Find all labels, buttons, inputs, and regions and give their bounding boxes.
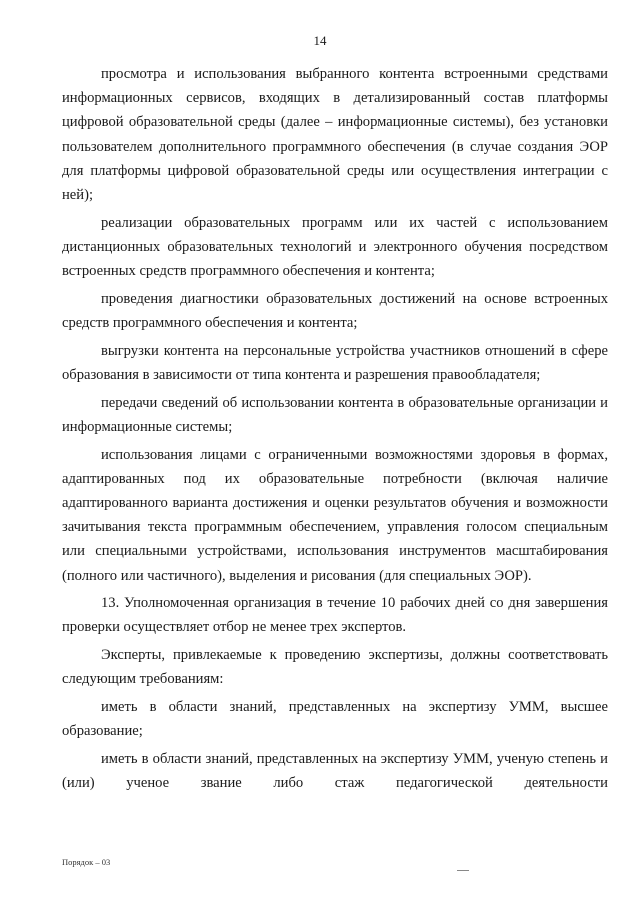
paragraph-accessibility: использования лицами с ограниченными возможностями здоровья в формах, адаптированных под их образовательные потребности (включая наличие адаптированного варианта достижения и оценки результатов обучения и возможности зачитывания текста программным обеспечением, управления голосом специальным или специальными устройствами, использования инструментов масштабирования (полного или частичного), выделения и рисования (для специальных ЭОР). [62, 446, 608, 584]
scan-artifact [457, 870, 469, 871]
paragraph-expert-requirements: Эксперты, привлекаемые к проведению экспертизы, должны соответствовать следующим требованиям: [62, 647, 608, 688]
document-body [62, 62, 608, 799]
paragraph-content-download: выгрузки контента на персональные устройства участников отношений в сфере образования в зависимости от типа контента и разрешения правообладателя; [62, 342, 608, 383]
paragraph-view-content: просмотра и использования выбранного контента встроенными средствами информационных сервисов, входящих в детализированный состав платформы цифровой образовательной среды (далее – информационные системы), без установки пользователем дополнительного программного обеспечения (в случае создания ЭОР для платформы цифровой образовательной среды или осуществления интеграции с ней); [62, 66, 608, 204]
paragraph-usage-reporting: передачи сведений об использовании контента в образовательные организации и информационные системы; [62, 394, 608, 435]
paragraph-diagnostics: проведения диагностики образовательных достижений на основе встроенных средств программного обеспечения и контента; [62, 290, 608, 332]
paragraph-item-13: 13. Уполномоченная организация в течение 10 рабочих дней со дня завершения проверки осуществляет отбор не менее трех экспертов. [62, 595, 608, 636]
document-footer: Порядок – 03 [62, 857, 111, 867]
paragraph-higher-education: иметь в области знаний, представленных на экспертизу УММ, высшее образование; [62, 699, 608, 740]
paragraph-academic-degree: иметь в области знаний, представленных на экспертизу УММ, ученую степень и (или) ученое звание либо стаж педагогической деятельности [62, 750, 608, 792]
page-number: 14 [313, 33, 327, 48]
paragraph-distance-learning: реализации образовательных программ или их частей с использованием дистанционных образовательных технологий и электронного обучения посредством встроенных средств программного обеспечения и контента; [62, 214, 608, 280]
